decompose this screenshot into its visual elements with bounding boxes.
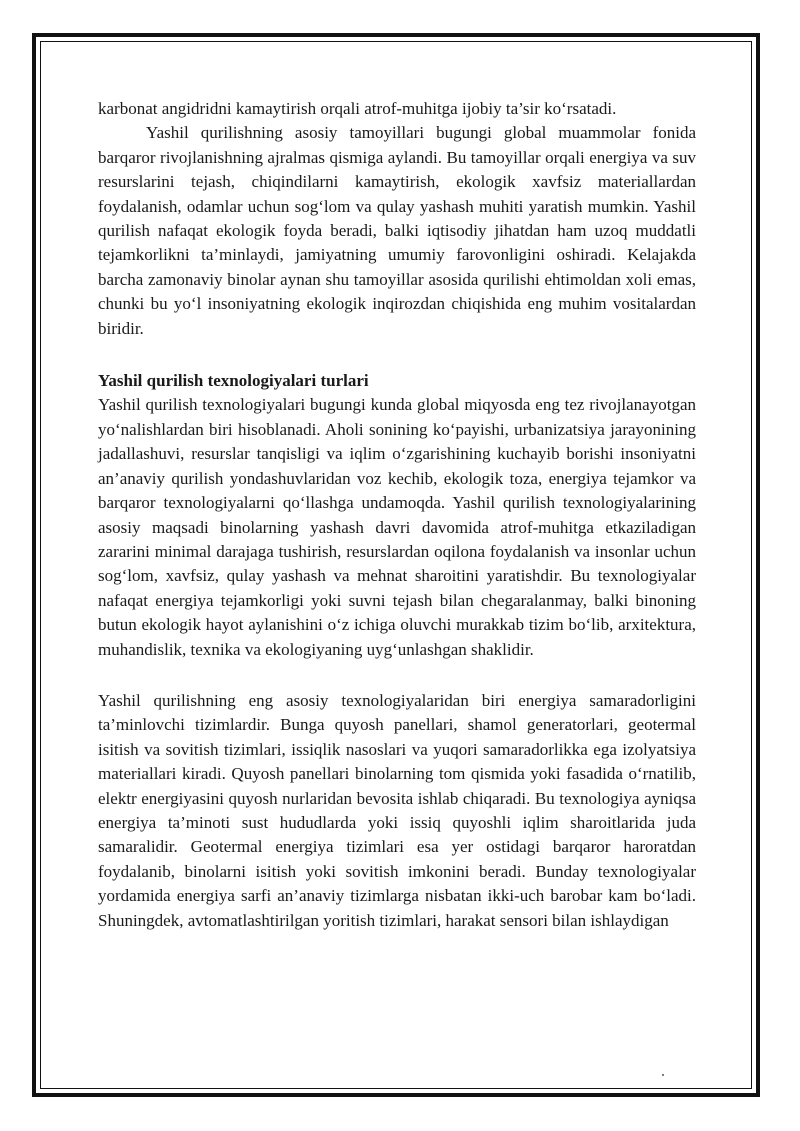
paragraph-principles: Yashil qurilishning asosiy tamoyillari bugungi global muammolar fonida barqaror rivojlanishning ajralmas qismiga aylandi. Bu tamoyillar orqali energiya va suv resurslarini tejash, chiqindilarni kamaytirish, ekologik xavfsiz materiallardan foydalanish, odamlar uchun sog‘lom va qulay yashash muhiti yaratish mumkin. Yashil qurilish nafaqat ekologik foyda beradi, balki iqtisodiy jihatdan ham uzoq muddatli tejamkorlikni ta’minlaydi, jamiyatning umumiy farovonligini oshiradi. Kelajakda barcha zamonaviy binolar aynan shu tamoyillar asosida qurilishi ehtimoldan xoli emas, chunki bu yo‘l insoniyatning ekologik inqirozdan chiqishida eng muhim vositalardan biridir. — [98, 123, 696, 338]
paragraph-continuation: karbonat angidridni kamaytirish orqali atrof-muhitga ijobiy ta’sir ko‘rsatadi. — [98, 99, 617, 118]
document-body — [98, 97, 696, 933]
paragraph-technologies-intro: Yashil qurilish texnologiyalari bugungi kunda global miqyosda eng tez rivojlanayotgan yo‘nalishlardan biri hisoblanadi. Aholi sonining ko‘payishi, urbanizatsiya jarayonining jadallashuvi, resurslar tanqisligi va iqlim o‘zgarishining kuchayib borishi insoniyatni an’anaviy qurilish yondashuvlaridan voz kechib, ekologik toza, energiya tejamkor va barqaror texnologiyalarni qo‘llashga undamoqda. Yashil qurilish texnologiyalarining asosiy maqsadi binolarning yashash davri davomida atrof-muhitga etkaziladigan zararini minimal darajaga tushirish, resurslardan oqilona foydalanish va insonlar uchun sog‘lom, xavfsiz, qulay yashash va mehnat sharoitini yaratishdir. Bu texnologiyalar nafaqat energiya tejamkorligi yoki suvni tejash bilan chegaralanmay, balki binoning butun ekologik hayot aylanishini o‘z ichiga oluvchi murakkab tizim bo‘lib, arxitektura, muhandislik, texnika va ekologiyaning uyg‘unlashgan shaklidir. — [98, 395, 696, 659]
section-heading: Yashil qurilish texnologiyalari turlari — [98, 371, 369, 391]
paragraph-energy-efficiency: Yashil qurilishning eng asosiy texnologiyalaridan biri energiya samaradorligini ta’minlovchi tizimlardir. Bunga quyosh panellari, shamol generatorlari, geotermal isitish va sovitish tizimlari, issiqlik nasoslari va yuqori samaradorlikka ega izolyatsiya materiallari kiradi. Quyosh panellari binolarning tom qismida yoki fasadida o‘rnatilib, elektr energiyasini quyosh nurlaridan bevosita ishlab chiqaradi. Bu texnologiya ayniqsa energiya ta’minoti sust hududlarda yoki issiq quyoshli iqlim sharoitlarida juda samaralidir. Geotermal energiya tizimlari esa yer ostidagi barqaror haroratdan foydalanib, binolarni isitish yoki sovitish imkonini beradi. Bunday texnologiyalar yordamida energiya sarfi an’anaviy tizimlarga nisbatan ikki-uch barobar kam bo‘ladi. Shuningdek, avtomatlashtirilgan yoritish tizimlari, harakat sensori bilan ishlaydigan — [98, 690, 696, 930]
page-number-mark — [662, 1074, 664, 1076]
